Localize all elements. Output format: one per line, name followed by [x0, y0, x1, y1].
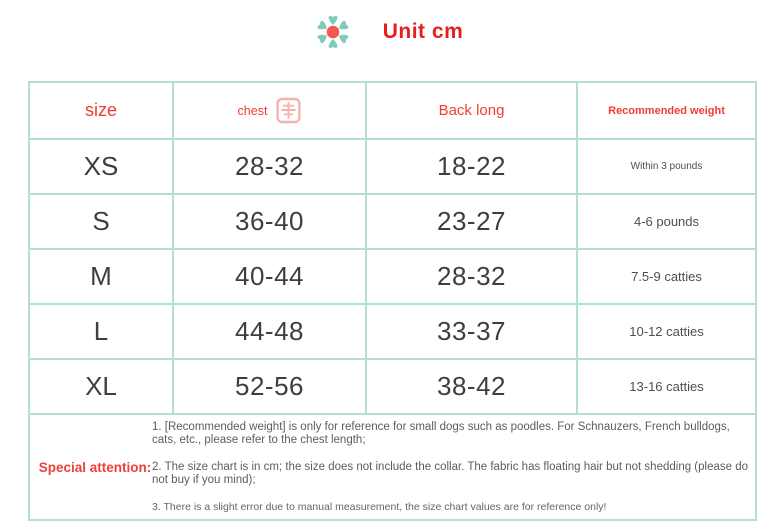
chest-value: 52-56: [173, 359, 366, 414]
size-value: XL: [29, 359, 173, 414]
chest-value: 44-48: [173, 304, 366, 359]
note-item: 3. There is a slight error due to manual measurement, the size chart values are for reference only!: [152, 500, 607, 513]
size-value: L: [29, 304, 173, 359]
special-attention-label: Special attention:: [38, 459, 152, 475]
unit-label: Unit cm: [382, 20, 464, 43]
chest-value: 40-44: [173, 249, 366, 304]
size-table: [28, 81, 757, 521]
notes-list: [152, 421, 755, 514]
flower-icon: [310, 9, 356, 55]
chest-value: 36-40: [173, 194, 366, 249]
back-long-value: 28-32: [366, 249, 577, 304]
table-row: [29, 139, 756, 194]
weight-value: 4-6 pounds: [577, 194, 756, 249]
back-long-value: 38-42: [366, 359, 577, 414]
note-item: 1. [Recommended weight] is only for reference for small dogs such as poodles. For Schnauzers, French bulldogs, cats, etc., please refer to the chest length;: [152, 420, 730, 446]
table-row: [29, 359, 756, 414]
table-header-row: [29, 82, 756, 139]
table-row: [29, 304, 756, 359]
weight-value: 10-12 catties: [577, 304, 756, 359]
table-row: [29, 194, 756, 249]
table-row: [29, 249, 756, 304]
chest-value: 28-32: [173, 139, 366, 194]
chest-girth-stamp-icon: [276, 97, 301, 124]
column-header-chest-label: chest: [237, 103, 268, 118]
size-value: M: [29, 249, 173, 304]
brand-header: [0, 7, 773, 57]
size-value: XS: [29, 139, 173, 194]
note-item: 2. The size chart is in cm; the size does not include the collar. The fabric has floating hair but not shedding (please do not buy if you mind);: [152, 460, 749, 486]
weight-value: 7.5-9 catties: [577, 249, 756, 304]
size-value: S: [29, 194, 173, 249]
column-header-recommended-weight: Recommended weight: [577, 82, 756, 139]
back-long-value: 18-22: [366, 139, 577, 194]
back-long-value: 33-37: [366, 304, 577, 359]
notes-row: [29, 414, 756, 520]
column-header-chest: [173, 82, 366, 139]
notes-cell: [29, 414, 756, 520]
back-long-value: 23-27: [366, 194, 577, 249]
column-header-size: size: [29, 82, 173, 139]
weight-value: 13-16 catties: [577, 359, 756, 414]
weight-value: Within 3 pounds: [577, 139, 756, 194]
column-header-back-long: Back long: [366, 82, 577, 139]
